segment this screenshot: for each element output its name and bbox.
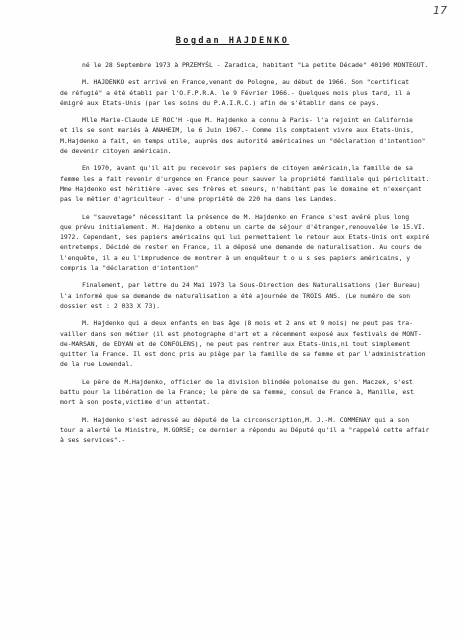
text-line: né le 28 Septembre 1973 à PRZEMYŚL - Zaradica, habitant "La petite Décade" 40190 MONTEGUT. bbox=[82, 61, 429, 69]
paragraph-gap bbox=[60, 408, 452, 415]
text-line: Finalement, par lettre du 24 Mai 1973 la Sous-Direction des Naturalisations (1er Bureau) bbox=[82, 281, 421, 290]
document-title bbox=[0, 36, 465, 46]
text-line: compris la "déclaration d'intention" bbox=[60, 264, 199, 273]
text-line: M. Hajdenko qui a deux enfants en bas âge (8 mois et 2 ans et 9 mois) ne peut pas tra- bbox=[82, 319, 413, 328]
paragraph bbox=[60, 415, 452, 446]
paragraph bbox=[60, 212, 452, 274]
paragraph-gap bbox=[60, 70, 452, 77]
text-line: de devenir citoyen américain. bbox=[60, 147, 172, 156]
text-line: à ses services".- bbox=[60, 436, 126, 445]
text-line: et ils se sont mariés à ANAHEIM, le 6 Juin 1967.- Comme ils comptaient vivre aux Etats-Unis, bbox=[60, 126, 414, 135]
text-line: Le "sauvetage" nécessitant la présence de M. Hajdenko en France s'est avéré plus long bbox=[82, 212, 410, 221]
paragraph bbox=[60, 318, 452, 369]
text-line: Mlle Marie-Claude LE ROC'H -que M. Hajdenko a connu à Paris- l'a rejoint en Californie bbox=[82, 116, 413, 125]
paragraph bbox=[60, 377, 452, 408]
text-line: M. Hajdenko s'est adressé au député de la circonscription,M. J.-M. COMMENAY qui a son bbox=[82, 415, 410, 424]
text-line: mort à son poste,victime d'un attentat. bbox=[60, 398, 211, 407]
paragraph bbox=[60, 280, 452, 311]
paragraph-gap bbox=[60, 370, 452, 377]
text-line: de réfugié" a été établi par l'O.F.P.R.A. le 9 Février 1966.- Quelques mois plus tard, il a bbox=[60, 88, 411, 97]
text-line: l'a informé que sa demande de naturalisation a été ajournée de TROIS ANS. (Le numéro de son bbox=[60, 291, 411, 300]
paragraph bbox=[60, 60, 452, 70]
paragraph bbox=[60, 115, 452, 156]
text-line: En 1970, avant qu'il ait pu recevoir ses papiers de citoyen américain,la famille de sa bbox=[82, 164, 413, 173]
text-line: Mme Hajdenko est héritière -avec ses frères et soeurs, n'habitant pas le domaine et n'exerçant bbox=[60, 184, 422, 193]
title-text: Bogdan HAJDENKO bbox=[175, 36, 290, 46]
text-line: femme les a fait revenir d'urgence en France pour sauver la propriété familiale qui périclitait. bbox=[60, 174, 430, 183]
text-line: M. HAJDENKO est arrivé en France,venant de Pologne, au début de 1966. Son "certificat bbox=[82, 78, 410, 87]
text-line: entretemps. Décidé de rester en France, il a déposé une demande de naturalisation. Au cours de bbox=[60, 243, 422, 252]
paragraph-gap bbox=[60, 108, 452, 115]
paragraph bbox=[60, 77, 452, 108]
text-line: de la rue Lowendal. bbox=[60, 360, 134, 369]
text-line: battu pour la libération de la France; le père de sa femme, consul de France à, Manille, est bbox=[60, 388, 414, 397]
text-line: Le père de M.Hajdenko, officier de la division blindée polonaise du gen. Maczek, s'est bbox=[82, 377, 413, 386]
text-line: que prévu initialement. M. Hajdenko a obtenu un carte de séjour d'étranger,renouvelée le 15.VI. bbox=[60, 222, 426, 231]
paragraph bbox=[60, 163, 452, 204]
text-line: tour a alerté le Ministre, M.GORSE; ce dernier a répondu au Député qu'il a "rappelé cette affair bbox=[60, 425, 430, 434]
text-line: M.Hajdenko a fait, en temps utile, auprès des autorité américaines un "déclaration d'intention" bbox=[60, 136, 426, 145]
document-body bbox=[60, 60, 452, 446]
text-line: de-MARSAN, de EDYAN et de CONFOLENS), ne peut pas rentrer aux Etats-Unis,ni tout simplement bbox=[60, 339, 411, 348]
text-line: pas le métier d'agriculteur - d'une propriété de 220 ha dans les Landes. bbox=[60, 195, 338, 204]
paragraph-gap bbox=[60, 311, 452, 318]
paragraph-gap bbox=[60, 273, 452, 280]
text-line: quitter la France. Il est donc pris au piège par la famille de sa femme et par l'administration bbox=[60, 350, 426, 359]
text-line: 1972. Cependant, ses papiers américains qui lui permettaient le retour aux Etats-Unis ont expiré bbox=[60, 233, 430, 242]
text-line: vailler dans son métier (il est photographe d'art et a récemment exposé aux festivals de MONT- bbox=[60, 329, 422, 338]
text-line: émigré aux Etats-Unis (par les soins du P.A.I.R.C.) afin de s'établir dans ce pays. bbox=[60, 98, 380, 107]
paragraph-gap bbox=[60, 205, 452, 212]
page-number: 17 bbox=[433, 4, 447, 17]
paragraph-gap bbox=[60, 156, 452, 163]
text-line: l'enquête, il a eu l'imprudence de montrer à un enquêteur t o u s ses papiers américains, y bbox=[60, 253, 411, 262]
text-line: dossier est : 2 033 X 73). bbox=[60, 301, 161, 310]
